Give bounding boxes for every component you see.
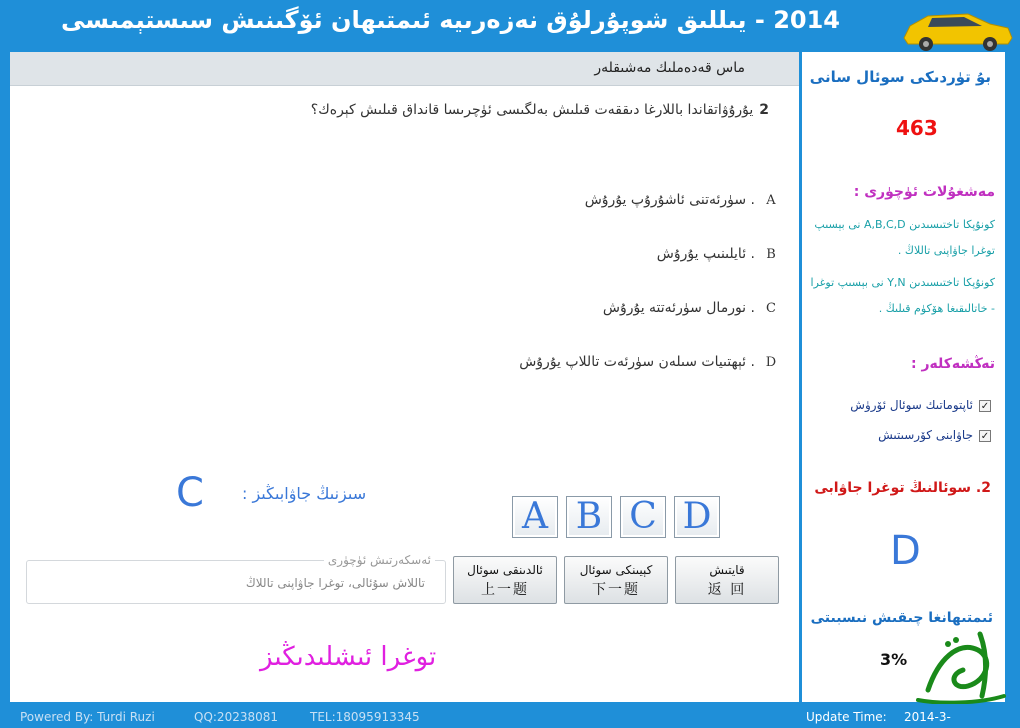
option-a[interactable]: A. سۈرئەتنى ئاشۇرۇپ يۇرۇش (585, 192, 779, 208)
qq-number: QQ:20238081 (194, 710, 279, 724)
correct-answer-text: سوئالنىڭ توغرا جاۋابى (814, 480, 972, 496)
option-b[interactable]: B. ئايلىنىپ يۇرۇش (657, 246, 779, 262)
choice-button-a[interactable]: A (512, 496, 558, 538)
option-d[interactable]: D. ئېھتىيات سىلەن سۈرئەت تاللاپ يۇرۇش (519, 354, 779, 370)
question-number: 2 (759, 102, 769, 118)
result-message: توغرا ئىشلىدىڭىز (260, 642, 437, 672)
option-letter: A (766, 193, 776, 208)
choice-button-d[interactable]: D (674, 496, 720, 538)
question (311, 102, 769, 118)
back-button[interactable] (675, 556, 779, 604)
notes-label: ئەسكەرتىش ئۈچۈرى (324, 553, 435, 567)
option-text: نورمال سۈرئەتتە يۇرۇش (602, 300, 747, 316)
update-time-value: 2014-3- (904, 710, 951, 724)
selected-answer: C (176, 470, 204, 516)
instructions-line: كونۇپكا تاختىسىدىن Y,N نى بېسىپ توغرا - خاتالىقىغا ھۆكۈم قىلىڭ . (810, 276, 995, 315)
update-time-label: Update Time: (806, 710, 887, 724)
settings-label: تەڭشەكلەر : (910, 356, 995, 372)
option-text: ئېھتىيات سىلەن سۈرئەت تاللاپ يۇرۇش (519, 354, 747, 370)
prev-question-button[interactable] (453, 556, 557, 604)
choice-button-b[interactable]: B (566, 496, 612, 538)
powered-by: Powered By: Turdi Ruzi (20, 710, 155, 724)
question-count: 463 (896, 116, 938, 140)
section-title: ماس قەدەملىك مەشىقلەر (594, 60, 745, 76)
button-label: قايتىش (709, 563, 745, 577)
status-bar (0, 704, 1020, 728)
pass-rate: 3% (880, 650, 908, 669)
notes-box (26, 553, 446, 604)
choice-button-c[interactable]: C (620, 496, 666, 538)
correct-answer-label (814, 480, 991, 496)
option-text: ئايلىنىپ يۇرۇش (656, 246, 747, 262)
button-label: ئالدىنقى سوئال (467, 563, 543, 577)
option-c[interactable]: C. نورمال سۈرئەتتە يۇرۇش (603, 300, 779, 316)
checkbox-label: جاۋابنى كۆرسىتىش (878, 428, 973, 442)
auto-next-checkbox[interactable] (850, 398, 991, 412)
telephone: TEL:18095913345 (310, 710, 420, 724)
show-answer-checkbox[interactable] (878, 428, 991, 442)
pass-rate-label: ئىمتىھانغا چىقىش نىسبىتى (810, 610, 993, 626)
car-logo-icon (898, 2, 1016, 52)
button-label-cn: 返 回 (707, 582, 747, 598)
option-letter: C (766, 301, 776, 316)
button-label-cn: 下一题 (592, 582, 640, 598)
option-text: سۈرئەتنى ئاشۇرۇپ يۇرۇش (584, 192, 747, 208)
correct-answer-number: 2. (975, 480, 991, 496)
app-title: 2014 - يىللىق شوپۇرلۇق نەزەرىيە ئىمتىھان ئۆگىنىش سىستېمىسى (60, 6, 840, 34)
checkbox-label: ئاپتوماتىك سوئال ئۆرۈش (850, 398, 973, 412)
checkbox-checked-icon[interactable]: ✓ (980, 430, 990, 442)
instructions-label: مەشغۇلات ئۈچۈرى : (853, 184, 995, 200)
title-bar (0, 0, 1020, 50)
question-text: يۇرۇۋاتقاندا باللارغا دىققەت قىلىش بەلگىسى ئۈچرىسا قانداق قىلىش كېرەك؟ (310, 102, 754, 118)
notes-text: تاللاش سۇئالى، توغرا جاۋاپنى تاللاڭ (245, 576, 425, 590)
option-letter: D (765, 355, 777, 370)
button-label-cn: 上一题 (481, 582, 529, 598)
question-panel (10, 52, 799, 702)
next-question-button[interactable] (564, 556, 668, 604)
your-answer-label: سىزنىڭ جاۋابىڭىز : (242, 484, 367, 503)
question-count-label: بۇ تۈردىكى سوئال سانى (809, 68, 991, 86)
checkbox-checked-icon[interactable]: ✓ (980, 400, 990, 412)
instructions-line: كونۇپكا تاختىسىدىن A,B,C,D نى بېسىپ توغرا جاۋاپنى تاللاڭ . (814, 218, 995, 257)
section-header (10, 52, 799, 86)
button-label: كېيىنكى سوئال (579, 563, 653, 577)
correct-answer: D (890, 528, 921, 574)
info-sidebar (802, 52, 1005, 702)
calligraphy-logo-icon (908, 620, 1014, 706)
option-letter: B (766, 247, 776, 262)
